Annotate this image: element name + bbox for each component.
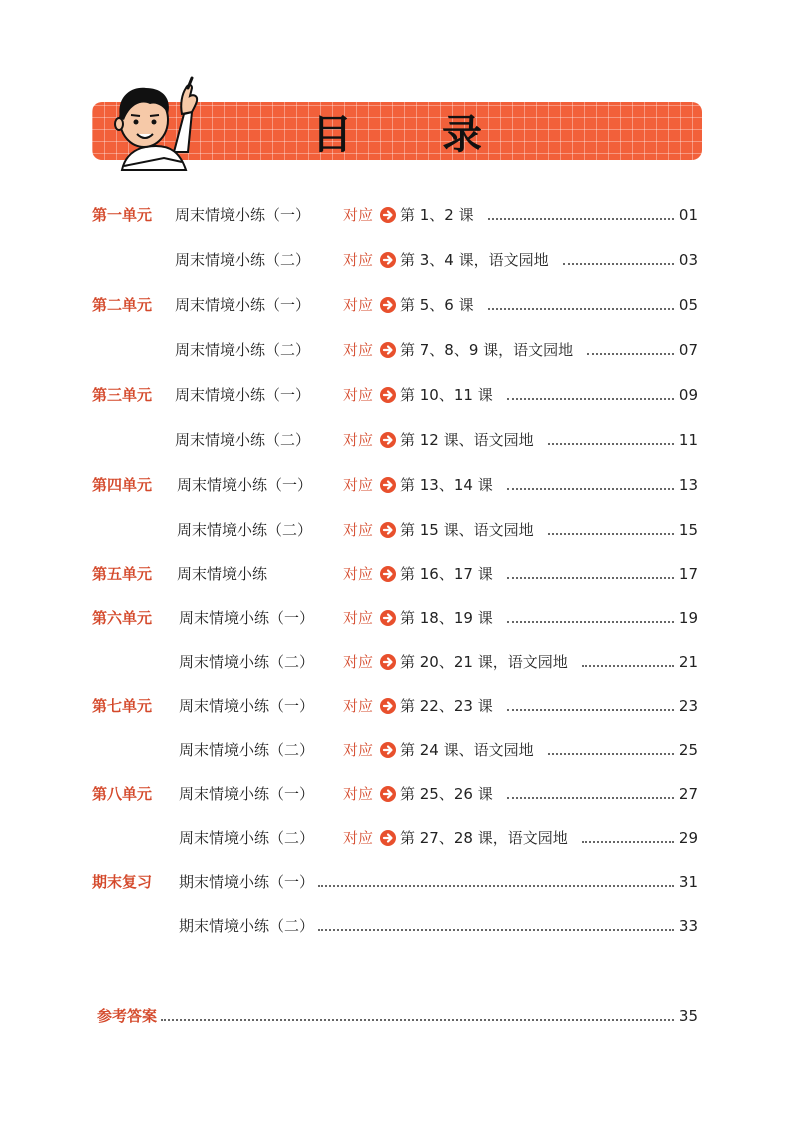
unit-label: 第三单元 — [92, 386, 153, 404]
correspondence-label: 对应 — [343, 296, 374, 314]
exercise-title: 期末情境小练（一） — [179, 873, 315, 891]
arrow-right-icon — [380, 566, 396, 582]
dotted-leader — [548, 753, 674, 755]
page-number: 33 — [678, 917, 698, 935]
arrow-right-icon — [380, 477, 396, 493]
toc-entry[interactable] — [0, 428, 793, 452]
lesson-reference: 第 27、28 课，语文园地 — [400, 829, 568, 847]
lesson-reference: 第 5、6 课 — [400, 296, 474, 314]
arrow-right-icon — [380, 522, 396, 538]
dotted-leader — [507, 621, 674, 623]
exercise-title: 周末情境小练（一） — [179, 697, 315, 715]
exercise-title: 周末情境小练（一） — [177, 476, 313, 494]
exercise-title: 周末情境小练（一） — [175, 386, 311, 404]
page-number: 23 — [678, 697, 698, 715]
lesson-reference: 第 20、21 课，语文园地 — [400, 653, 568, 671]
unit-label: 第六单元 — [92, 609, 153, 627]
correspondence-label: 对应 — [343, 653, 374, 671]
lesson-reference: 第 25、26 课 — [400, 785, 493, 803]
arrow-right-icon — [380, 297, 396, 313]
correspondence-label: 对应 — [343, 341, 374, 359]
dotted-leader — [582, 841, 674, 843]
toc-entry[interactable] — [0, 203, 793, 227]
page-number: 09 — [678, 386, 698, 404]
correspondence-label: 对应 — [343, 521, 374, 539]
toc-entry[interactable] — [0, 782, 793, 806]
arrow-right-icon — [380, 252, 396, 268]
lesson-reference: 第 10、11 课 — [400, 386, 493, 404]
lesson-reference: 第 12 课、语文园地 — [400, 431, 534, 449]
arrow-right-icon — [380, 698, 396, 714]
exercise-title: 周末情境小练（一） — [175, 296, 311, 314]
arrow-right-icon — [380, 786, 396, 802]
exercise-title: 周末情境小练（二） — [179, 741, 315, 759]
toc-entry-answers[interactable] — [0, 1004, 793, 1028]
dotted-leader — [507, 398, 674, 400]
correspondence-label: 对应 — [343, 386, 374, 404]
lesson-reference: 第 7、8、9 课，语文园地 — [400, 341, 574, 359]
toc-entry[interactable] — [0, 694, 793, 718]
dotted-leader — [548, 533, 674, 535]
toc-entry[interactable] — [0, 248, 793, 272]
correspondence-label: 对应 — [343, 431, 374, 449]
dotted-leader — [161, 1019, 674, 1021]
correspondence-label: 对应 — [343, 206, 374, 224]
arrow-right-icon — [380, 610, 396, 626]
page-number: 27 — [678, 785, 698, 803]
dotted-leader — [507, 488, 674, 490]
arrow-right-icon — [380, 742, 396, 758]
correspondence-label: 对应 — [343, 785, 374, 803]
arrow-right-icon — [380, 432, 396, 448]
exercise-title: 周末情境小练（一） — [175, 206, 311, 224]
page-number: 29 — [678, 829, 698, 847]
lesson-reference: 第 1、2 课 — [400, 206, 474, 224]
dotted-leader — [507, 577, 674, 579]
lesson-reference: 第 16、17 课 — [400, 565, 493, 583]
lesson-reference: 第 15 课、语文园地 — [400, 521, 534, 539]
answers-label: 参考答案 — [97, 1007, 158, 1025]
page-number: 03 — [678, 251, 698, 269]
exercise-title: 周末情境小练（一） — [179, 609, 315, 627]
correspondence-label: 对应 — [343, 829, 374, 847]
unit-label: 第一单元 — [92, 206, 153, 224]
dotted-leader — [548, 443, 674, 445]
exercise-title: 周末情境小练（二） — [179, 653, 315, 671]
arrow-right-icon — [380, 654, 396, 670]
dotted-leader — [563, 263, 674, 265]
page-number: 17 — [678, 565, 698, 583]
arrow-right-icon — [380, 830, 396, 846]
toc-entry[interactable] — [0, 914, 793, 938]
page-number: 31 — [678, 873, 698, 891]
toc-entry[interactable] — [0, 738, 793, 762]
correspondence-label: 对应 — [343, 565, 374, 583]
dotted-leader — [318, 885, 674, 887]
dotted-leader — [587, 353, 674, 355]
toc-entry[interactable] — [0, 473, 793, 497]
dotted-leader — [318, 929, 674, 931]
lesson-reference: 第 22、23 课 — [400, 697, 493, 715]
lesson-reference: 第 13、14 课 — [400, 476, 493, 494]
correspondence-label: 对应 — [343, 609, 374, 627]
page-title: 目 录 — [312, 111, 520, 158]
page-number: 19 — [678, 609, 698, 627]
unit-label: 第五单元 — [92, 565, 153, 583]
page-number: 05 — [678, 296, 698, 314]
toc-entry[interactable] — [0, 338, 793, 362]
exercise-title: 周末情境小练（一） — [179, 785, 315, 803]
arrow-right-icon — [380, 387, 396, 403]
page-number: 25 — [678, 741, 698, 759]
page-number: 21 — [678, 653, 698, 671]
correspondence-label: 对应 — [343, 697, 374, 715]
toc-entry[interactable] — [0, 826, 793, 850]
dotted-leader — [507, 709, 674, 711]
unit-label: 第二单元 — [92, 296, 153, 314]
arrow-right-icon — [380, 342, 396, 358]
exercise-title: 周末情境小练（二） — [175, 431, 311, 449]
toc-entry[interactable] — [0, 518, 793, 542]
page-number: 35 — [678, 1007, 698, 1025]
dotted-leader — [507, 797, 674, 799]
page-number: 13 — [678, 476, 698, 494]
lesson-reference: 第 3、4 课，语文园地 — [400, 251, 549, 269]
page-number: 15 — [678, 521, 698, 539]
correspondence-label: 对应 — [343, 476, 374, 494]
dotted-leader — [488, 308, 674, 310]
exercise-title: 周末情境小练 — [177, 565, 268, 583]
page-number: 11 — [678, 431, 698, 449]
unit-label: 第八单元 — [92, 785, 153, 803]
toc-entry[interactable] — [0, 870, 793, 894]
exercise-title: 周末情境小练（二） — [175, 251, 311, 269]
page-number: 01 — [678, 206, 698, 224]
unit-label: 期末复习 — [92, 873, 153, 891]
exercise-title: 期末情境小练（二） — [179, 917, 315, 935]
toc-entry[interactable] — [0, 383, 793, 407]
exercise-title: 周末情境小练（二） — [179, 829, 315, 847]
exercise-title: 周末情境小练（二） — [175, 341, 311, 359]
toc-entry[interactable] — [0, 650, 793, 674]
correspondence-label: 对应 — [343, 741, 374, 759]
correspondence-label: 对应 — [343, 251, 374, 269]
unit-label: 第七单元 — [92, 697, 153, 715]
toc-entry[interactable] — [0, 562, 793, 586]
page-number: 07 — [678, 341, 698, 359]
toc-entry[interactable] — [0, 293, 793, 317]
exercise-title: 周末情境小练（二） — [177, 521, 313, 539]
unit-label: 第四单元 — [92, 476, 153, 494]
lesson-reference: 第 18、19 课 — [400, 609, 493, 627]
toc-entry[interactable] — [0, 606, 793, 630]
dotted-leader — [488, 218, 674, 220]
arrow-right-icon — [380, 207, 396, 223]
dotted-leader — [582, 665, 674, 667]
lesson-reference: 第 24 课、语文园地 — [400, 741, 534, 759]
